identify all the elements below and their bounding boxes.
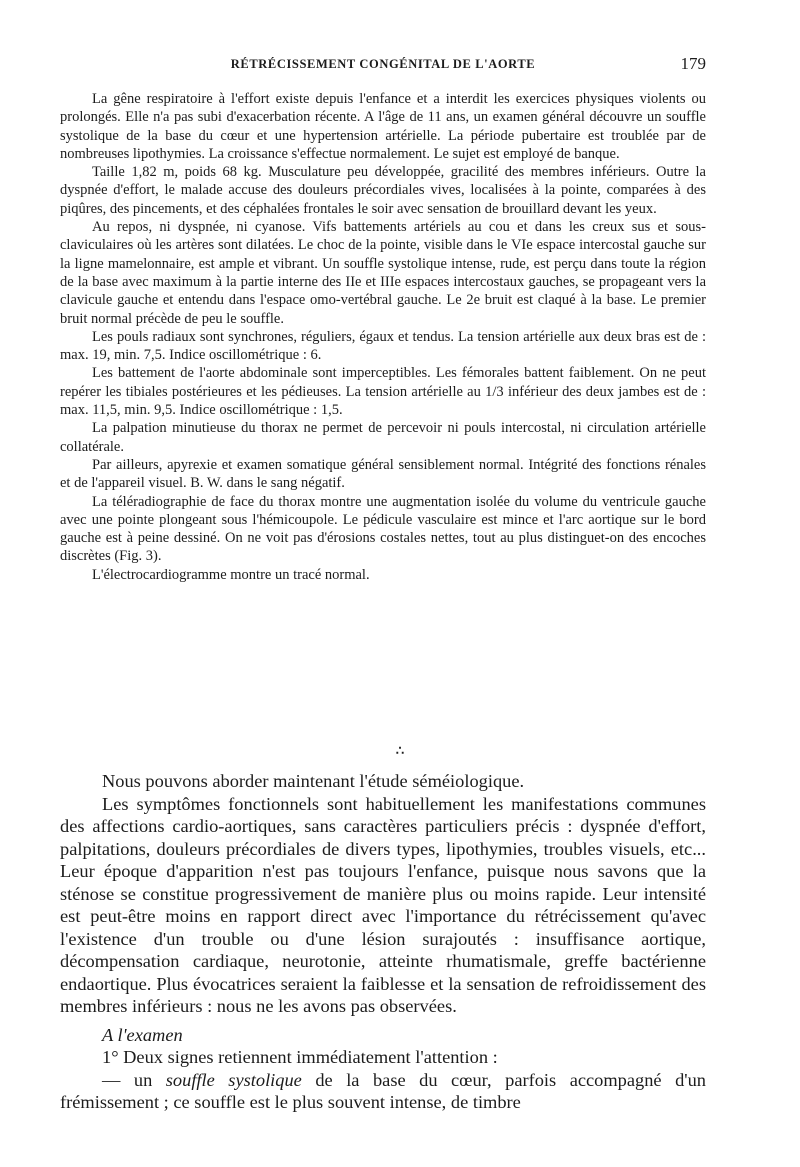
- section-heading: A l'examen: [102, 1024, 183, 1045]
- paragraph: 1° Deux signes retiennent immédiatement l'attention :: [102, 1047, 498, 1067]
- paragraph: La palpation minutieuse du thorax ne permet de percevoir ni pouls intercostal, ni circulation artérielle collatérale.: [60, 420, 706, 455]
- semiology-text: [60, 770, 706, 1114]
- dash-prefix: — un: [102, 1069, 166, 1090]
- paragraph: La téléradiographie de face du thorax montre une augmentation isolée du volume du ventricule gauche avec une pointe plongeant sous l'hémicoupole. Le pédicule vasculaire est mince et l'arc aortique sur le bord gauche est à peine dessiné. On ne voit pas d'érosions costales nettes, tout au plus distinguet-on des encoches discrètes (Fig. 3).: [60, 493, 706, 565]
- paragraph: L'électrocardiogramme montre un tracé normal.: [92, 566, 370, 583]
- page-number: 179: [680, 54, 706, 73]
- running-title: RÉTRÉCISSEMENT CONGÉNITAL DE L'AORTE: [230, 57, 536, 71]
- paragraph: Les symptômes fonctionnels sont habituellement les manifestations communes des affections cardio-aortiques, sans caractères particuliers précis : dyspnée d'effort, palpitations, douleurs précordiales de divers types, lipothymies, troubles visuels, etc... Leur époque d'apparition n'est pas toujours l'enfance, puisque nous savons que la sténose se constitue progressivement de manière plus ou moins rapide. Leur intensité est peut-être moins en rapport direct avec l'importance du rétrécissement qu'avec l'existence d'un trouble ou d'une lésion surajoutés : insuffisance aortique, décompensation cardiaque, neurotonie, atteinte rhumatismale, greffe bactérienne endaortique. Plus évocatrices seraient la faiblesse et la sensation de refroidissement des membres inférieurs : nous ne les avons pas observées.: [60, 793, 706, 1016]
- paragraph: Les battement de l'aorte abdominale sont imperceptibles. Les fémorales battent faiblement. On ne peut repérer les tibiales postérieures et les pédieuses. La tension artérielle au 1/3 inférieur des deux jambes est de : max. 11,5, min. 9,5. Indice oscillométrique : 1,5.: [60, 365, 706, 419]
- paragraph: Nous pouvons aborder maintenant l'étude séméiologique.: [102, 771, 525, 791]
- section-ornament: ∴: [395, 743, 405, 758]
- case-report-text: [60, 90, 706, 584]
- paragraph: La gêne respiratoire à l'effort existe depuis l'enfance et a interdit les exercices physiques violents ou prolongés. Elle n'a pas subi d'exacerbation récente. A l'âge de 11 ans, un examen général découvre un souffle systolique de la base du cœur et une hypertension artérielle. La période pubertaire est troublée par de nombreuses lipothymies. La croissance s'effectue normalement. Le sujet est employé de banque.: [60, 91, 706, 162]
- paragraph: [60, 1069, 706, 1114]
- paragraph-rest: de la base du cœur, parfois accompagné d'un frémissement ; ce souffle est le plus souvent intense, de timbre: [60, 1069, 706, 1112]
- italic-term: souffle systolique: [165, 1069, 302, 1090]
- paragraph: Les pouls radiaux sont synchrones, réguliers, égaux et tendus. La tension artérielle aux deux bras est de : max. 19, min. 7,5. Indice oscillométrique : 6.: [60, 328, 706, 364]
- paragraph: Taille 1,82 m, poids 68 kg. Musculature peu développée, gracilité des membres inférieurs. Outre la dyspnée d'effort, le malade accuse des douleurs précordiales vives, localisées à la pointe, comparées à des piqûres, des pincements, et des céphalées frontales le soir avec sensation de brouillard devant les yeux.: [60, 164, 706, 217]
- paragraph: Au repos, ni dyspnée, ni cyanose. Vifs battements artériels au cou et dans les creux sus et sous-claviculaires où les artères sont dilatées. Le choc de la pointe, visible dans le VIe espace intercostal gauche sur la ligne mamelonnaire, est ample et vibrant. Un souffle systolique intense, rude, est perçu dans toute la région de la base avec maximum à la partie interne des IIe et IIIe espaces intercostaux gauches, se propageant vers la clavicule gauche et entendu dans l'espace omo-vertébral gauche. Le 2e bruit est claqué à la base. Le premier bruit normal précède de peu le souffle.: [60, 219, 706, 327]
- page-header: [60, 54, 706, 78]
- paragraph: Par ailleurs, apyrexie et examen somatique général sensiblement normal. Intégrité des fonctions rénales et de l'appareil visuel. B. W. dans le sang négatif.: [60, 456, 706, 492]
